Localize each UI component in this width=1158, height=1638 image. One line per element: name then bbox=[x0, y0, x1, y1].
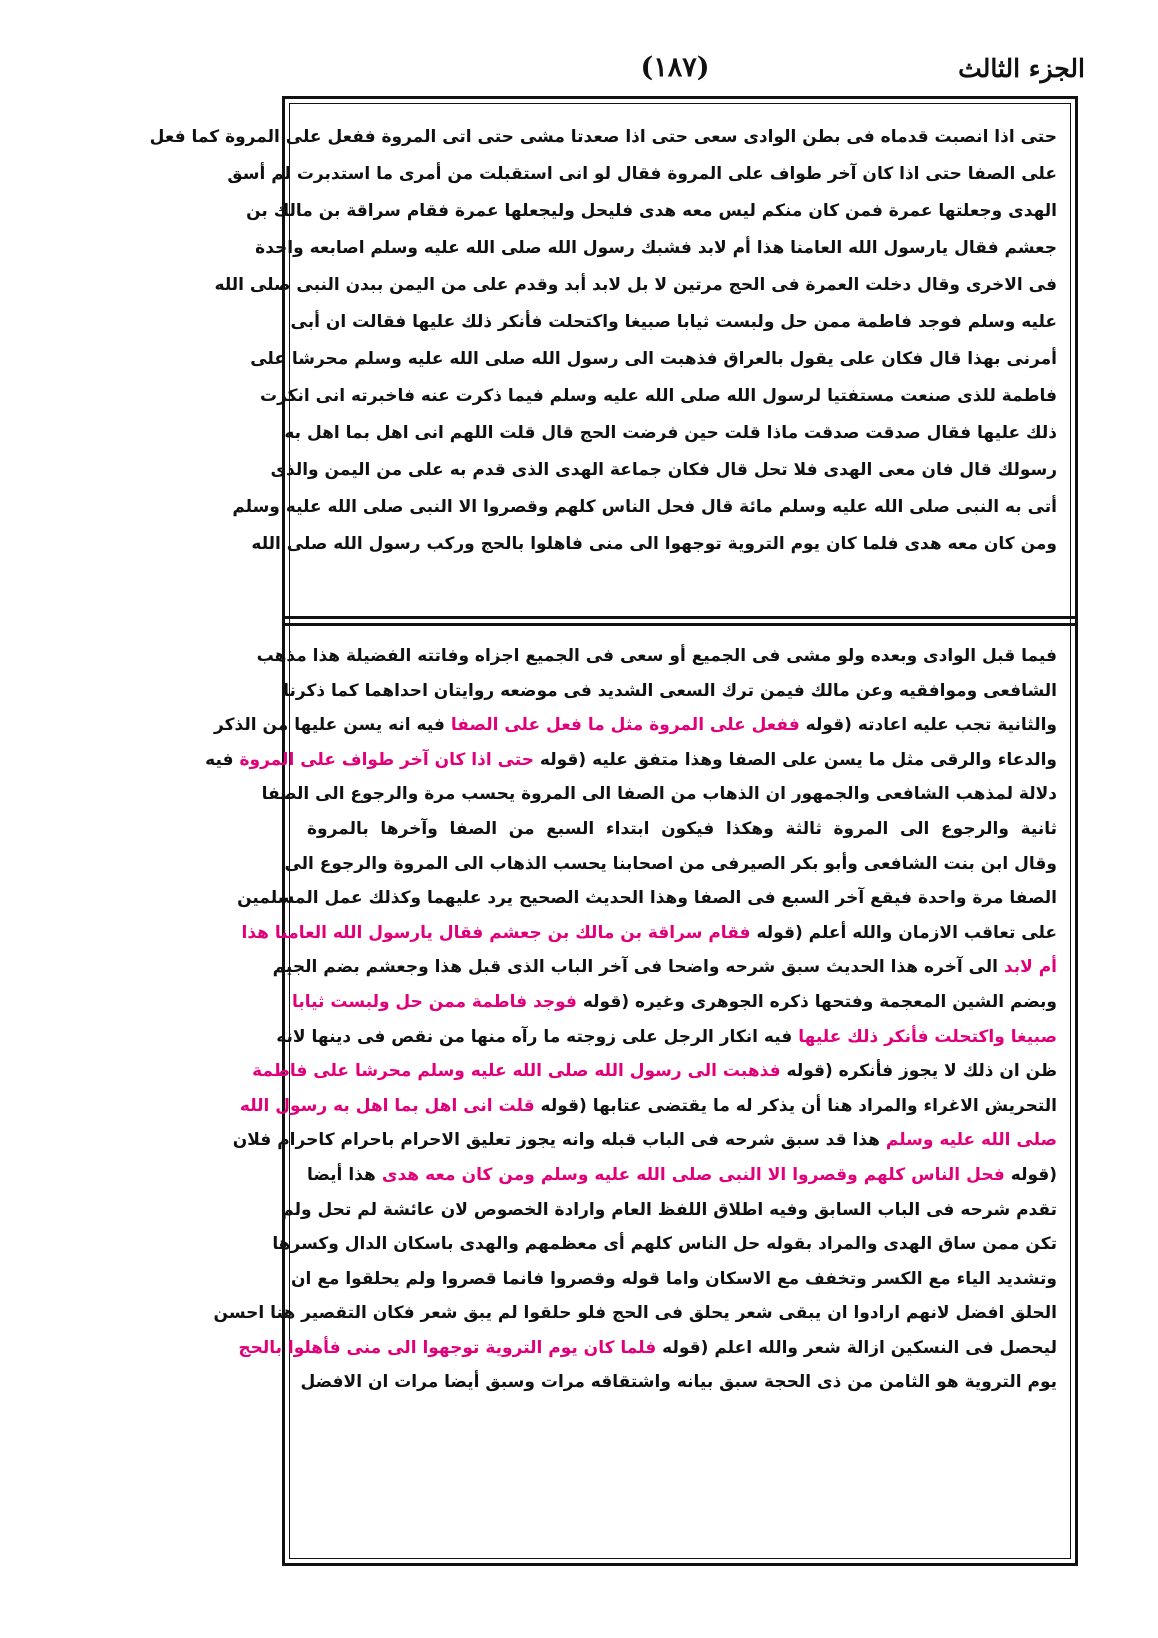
sharh-line bbox=[291, 985, 1057, 1020]
sharh-line bbox=[239, 1089, 1057, 1124]
quoted-matn-highlight: ففعل على المروة مثل ما فعل على الصفا bbox=[450, 715, 800, 736]
commentary-text: فيه انكار الرجل على زوجته ما رآه منها من نقص فى دينها لانه bbox=[276, 1026, 799, 1047]
sharh-line bbox=[281, 1193, 1057, 1228]
sharh-line bbox=[261, 777, 1057, 812]
matn-line: أتى به النبى صلى الله عليه وسلم مائة قال فحل الناس كلهم وقصروا الا النبى صلى الله عليه وسلم bbox=[232, 497, 1057, 517]
page-header bbox=[285, 46, 1085, 96]
commentary-text: الصفا مرة واحدة فيقع آخر السبع فى الصفا وهذا الحديث الصحيح يرد عليهما وكذلك عمل المسلمين bbox=[237, 888, 1057, 909]
commentary-text: التحريش الاغراء والمراد هنا أن يذكر له ما يقتضى عتابها (قوله bbox=[534, 1095, 1057, 1116]
sharh-line bbox=[213, 1296, 1057, 1331]
quoted-matn-highlight: قلت انى اهل بما اهل به رسول الله bbox=[239, 1095, 535, 1116]
matn-line: عليه وسلم فوجد فاطمة ممن حل ولبست ثيابا صبيغا واكتحلت فأنكر ذلك عليها فقالت ان أبى bbox=[290, 312, 1057, 332]
sharh-line bbox=[238, 1331, 1057, 1366]
sharh-line bbox=[256, 639, 1057, 674]
quoted-matn-highlight: صبيغا واكتحلت فأنكر ذلك عليها bbox=[798, 1026, 1057, 1047]
sharh-line bbox=[284, 847, 1057, 882]
commentary-text: الشافعى وموافقيه وعن مالك فيمن ترك السعى الشديد فى موضعه روايتان احداهما كما ذكرنا bbox=[283, 680, 1057, 701]
commentary-text: فيما قبل الوادى وبعده ولو مشى فى الجميع أو سعى فى الجميع اجزاه وفاتته الفضيلة هذا مذهب bbox=[256, 646, 1057, 666]
commentary-text: تقدم شرحه فى الباب السابق وفيه اطلاق اللفظ العام وارادة الخصوص لان عائشة لم تحل ولم bbox=[281, 1199, 1057, 1220]
matn-line: جعشم فقال يارسول الله العامنا هذا أم لابد فشبك رسول الله صلى الله عليه وسلم اصابعه واحدة bbox=[255, 238, 1057, 258]
commentary-text: ثانية والرجوع الى المروة ثالثة وهكذا فيكون ابتداء السبع من الصفا وآخرها بالمروة bbox=[307, 818, 1057, 839]
commentary-text: وقال ابن بنت الشافعى وأبو بكر الصيرفى من اصحابنا يحسب الذهاب الى المروة والرجوع الى bbox=[284, 853, 1057, 874]
running-title: الجزء الثالث bbox=[958, 54, 1085, 83]
commentary-text: على تعاقب الازمان والله أعلم (قوله bbox=[750, 922, 1057, 943]
quoted-matn-highlight: فذهبت الى رسول الله صلى الله عليه وسلم محرشا على فاطمة bbox=[252, 1061, 781, 1082]
matn-hadith-text bbox=[149, 119, 1057, 599]
matn-line: فى الاخرى وقال دخلت العمرة فى الحج مرتين لا بل لابد أبد وقدم على من اليمن ببدن النبى صلى الله bbox=[214, 275, 1057, 295]
sharh-line bbox=[307, 1158, 1057, 1193]
matn-line: على الصفا حتى اذا كان آخر طواف على المروة فقال لو انى استقبلت من أمرى ما استدبرت لم أسق bbox=[227, 164, 1057, 184]
quoted-matn-highlight: فلما كان يوم التروية توجهوا الى منى فأهلوا بالحج bbox=[238, 1337, 657, 1358]
commentary-text: وبضم الشين المعجمة وفتحها ذكره الجوهرى وغيره (قوله bbox=[576, 991, 1057, 1012]
sharh-commentary-text bbox=[205, 639, 1058, 1549]
sharh-line bbox=[272, 1227, 1057, 1262]
commentary-text: هذا أيضا bbox=[307, 1164, 382, 1185]
matn-line: رسولك قال فان معى الهدى فلا تحل قال فكان جماعة الهدى الذى قدم به على من اليمن والذى bbox=[270, 460, 1057, 480]
commentary-text: دلالة لمذهب الشافعى والجمهور ان الذهاب من الصفا الى المروة يحسب مرة والرجوع الى الصفا bbox=[261, 784, 1057, 805]
matn-line: فاطمة للذى صنعت مستفتيا لرسول الله صلى الله عليه وسلم فيما ذكرت عنه فاخبرته انى انكرت bbox=[260, 386, 1057, 406]
section-divider bbox=[285, 616, 1075, 626]
sharh-line bbox=[307, 812, 1057, 847]
quoted-matn-highlight: فوجد فاطمة ممن حل ولبست ثيابا bbox=[291, 991, 577, 1012]
commentary-text: ظن ان ذلك لا يجوز فأنكره (قوله bbox=[780, 1061, 1057, 1082]
matn-line: حتى اذا انصبت قدماه فى بطن الوادى سعى حتى اذا صعدتا مشى حتى اتى المروة ففعل على المروة كما فعل bbox=[149, 127, 1057, 147]
commentary-text: تكن ممن ساق الهدى والمراد بقوله حل الناس كلهم أى معظمهم والهدى باسكان الدال وكسرها bbox=[272, 1234, 1057, 1255]
commentary-text: فيه انه يسن عليها من الذكر bbox=[214, 715, 451, 736]
sharh-line bbox=[232, 1123, 1057, 1158]
commentary-text: الى آخره هذا الحديث سبق شرحه واضحا فى آخر الباب الذى قبل هذا وجعشم بضم الجيم bbox=[272, 957, 1004, 978]
matn-line: أمرنى بهذا قال فكان على يقول بالعراق فذهبت الى رسول الله صلى الله عليه وسلم محرشا على bbox=[250, 349, 1057, 369]
commentary-text: هذا قد سبق شرحه فى الباب قبله وانه يجوز تعليق الاحرام باحرام كاحرام فلان bbox=[232, 1130, 886, 1151]
sharh-line bbox=[276, 1020, 1057, 1055]
quoted-matn-highlight: فحل الناس كلهم وقصروا الا النبى صلى الله عليه وسلم ومن كان معه هدى bbox=[381, 1164, 1005, 1185]
quoted-matn-highlight: صلى الله عليه وسلم bbox=[885, 1130, 1057, 1151]
sharh-line bbox=[300, 1365, 1057, 1400]
sharh-line bbox=[252, 1054, 1057, 1089]
quoted-matn-highlight: فقام سراقة بن مالك بن جعشم فقال يارسول الله العامنا هذا bbox=[241, 922, 751, 943]
sharh-line bbox=[283, 674, 1057, 709]
matn-line: الهدى وجعلتها عمرة فمن كان منكم ليس معه هدى فليحل وليجعلها عمرة فقام سراقة بن مالك بن bbox=[246, 201, 1057, 221]
quoted-matn-highlight: أم لابد bbox=[1003, 957, 1057, 978]
sharh-line bbox=[214, 708, 1057, 743]
commentary-text: الحلق افضل لانهم ارادوا ان يبقى شعر يحلق فى الحج فلو حلقوا لم يبق شعر فكان التقصير هنا احسن bbox=[213, 1303, 1057, 1324]
sharh-line bbox=[241, 916, 1057, 951]
commentary-text: وتشديد الياء مع الكسر وتخفف مع الاسكان واما قوله وقصروا فانما قصروا ولم يحلقوا مع ان bbox=[291, 1268, 1057, 1289]
sharh-line bbox=[272, 950, 1057, 985]
commentary-text: يوم التروية هو الثامن من ذى الحجة سبق بيانه واشتقاقه مرات وسبق أيضا مرات ان الافضل bbox=[300, 1372, 1057, 1393]
page-frame bbox=[149, 96, 1078, 1566]
commentary-text: (قوله bbox=[1004, 1164, 1058, 1185]
commentary-text: فيه bbox=[205, 749, 240, 770]
sharh-line bbox=[291, 1262, 1057, 1297]
matn-line: ذلك عليها فقال صدقت صدقت ماذا قلت حين فرضت الحج قال قلت اللهم انى اهل بما اهل به bbox=[284, 423, 1057, 443]
page-number: (١٨٧) bbox=[640, 52, 710, 83]
quoted-matn-highlight: حتى اذا كان آخر طواف على المروة bbox=[239, 749, 534, 770]
sharh-line bbox=[237, 881, 1057, 916]
commentary-text: والثانية تجب عليه اعادته (قوله bbox=[799, 715, 1057, 736]
commentary-text: والدعاء والرقى مثل ما يسن على الصفا وهذا متفق عليه (قوله bbox=[533, 749, 1057, 770]
commentary-text: ليحصل فى النسكين ازالة شعر والله اعلم (قوله bbox=[656, 1337, 1057, 1358]
sharh-line bbox=[205, 743, 1057, 778]
matn-line: ومن كان معه هدى فلما كان يوم التروية توجهوا الى منى فاهلوا بالحج وركب رسول الله صلى الله bbox=[251, 534, 1057, 554]
